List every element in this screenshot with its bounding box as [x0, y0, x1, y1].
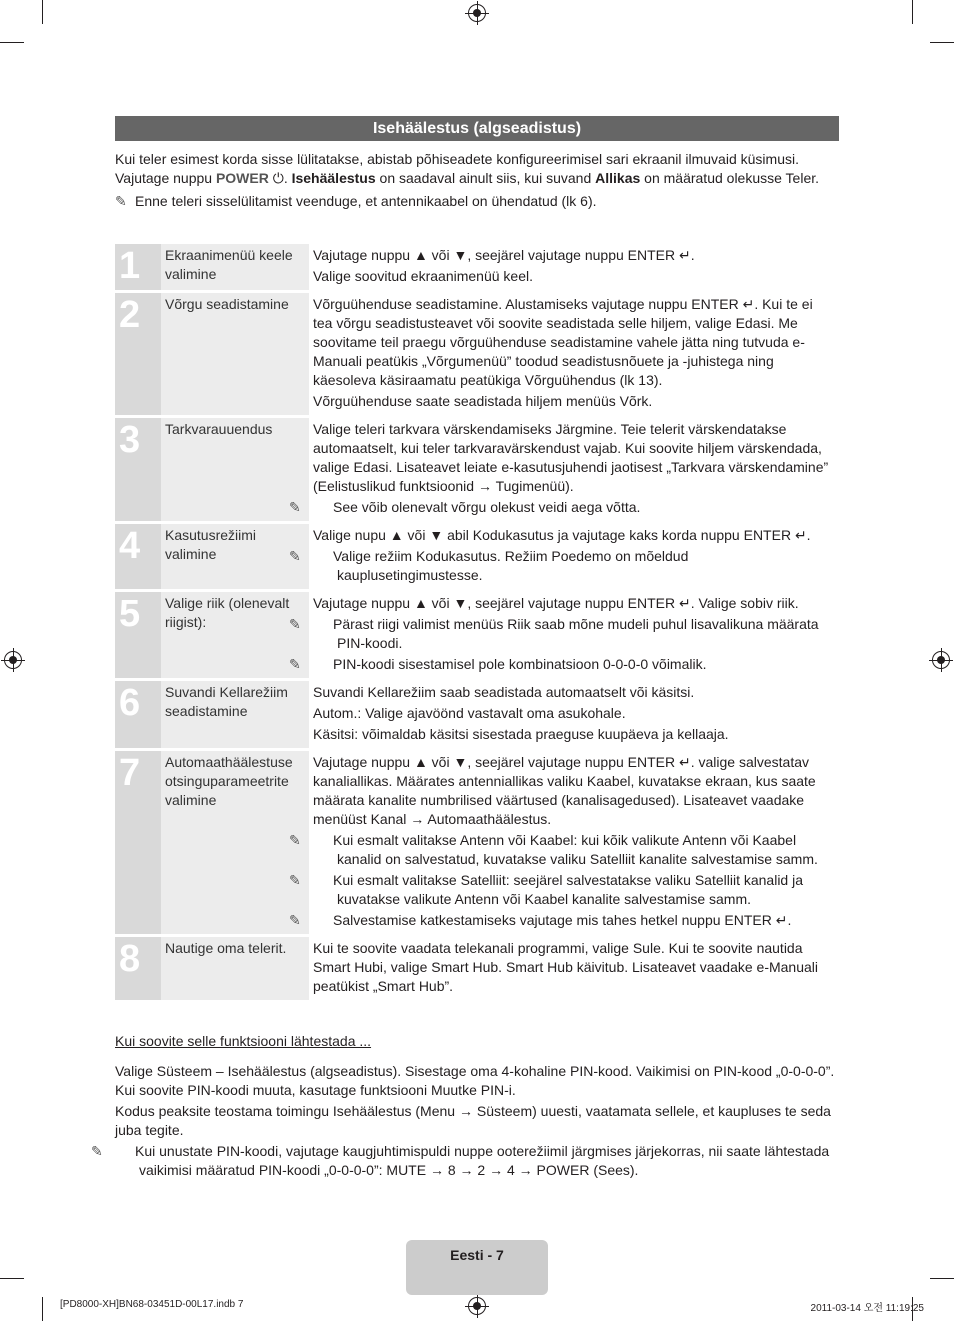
step-text: Valige soovitud ekraanimenüü keel. — [313, 268, 533, 284]
note-icon: ✎ — [289, 616, 301, 632]
step-note — [289, 547, 835, 585]
intro-allikas: Allikas — [595, 170, 641, 186]
step-text: Võrguühenduse seadistamine. Alustamiseks vajutage nuppu ENTER ↵. Kui te ei tea võrgu seadistusteavet või soovite seadistada selle hiljem, valige Edasi. Me soovitame teil praegu võrguühenduse seadistamine vahele jätta ning tutvuda e-Manuali peatükis „Võrgumenüü” toodud seadistusnõuete ja -juhistega ning käesoleva käsiraamatu peatükiga Võrguühendus (lk 13). — [313, 296, 813, 388]
step-text: Valige nupu ▲ või ▼ abil Kodukasutus ja vajutage kaks korda nuppu ENTER ↵. — [313, 527, 811, 543]
note-icon: ✎ — [289, 548, 301, 564]
crop-mark — [912, 0, 913, 24]
footer-timestamp: 2011-03-14 오전 11:19:25 — [810, 1303, 924, 1314]
step-description — [309, 937, 839, 1000]
note-icon: ✎ — [289, 832, 301, 848]
step-note-text: Salvestamise katkestamiseks vajutage mis tahes hetkel nuppu ENTER ↵. — [333, 912, 792, 928]
intro-text: Kui teler esimest korda sisse lülitatakse, abistab põhiseadete konfigureerimisel sari ekraanil ilmuvaid küsimusi. Vajutage nuppu POWER ⏻. Isehäälestus on saadaval ainult siis, kui suvand Allikas on määratud olekusse Teler. ✎ Enne teleri sisselülitamist veenduge, et antennikaabel on ühendatud (lk 6). — [115, 151, 820, 209]
note-icon: ✎ — [289, 872, 301, 888]
reset-heading: Kui soovite selle funktsiooni lähtestada ... — [115, 1033, 372, 1049]
step-note-text: Kui esmalt valitakse Antenn või Kaabel: kui kõik valikute Antenn või Kaabel kanalid on salvestatud, kuvatakse valiku Satelliit kanalite salvestamise samm. — [333, 832, 818, 867]
step-note-text: Pärast riigi valimist menüüs Riik saab mõne mudeli puhul lisavalikuna määrata PIN-koodi. — [333, 616, 819, 651]
note-icon: ✎ — [115, 193, 127, 209]
step-text: Võrguühenduse saate seadistada hiljem menüüs Võrk. — [313, 393, 653, 409]
step-number: 8 — [115, 937, 161, 1000]
step-label: Suvandi Kellarežiim seadistamine — [161, 681, 309, 748]
power-key: POWER — [215, 170, 269, 186]
intro-bold: Isehäälestus — [291, 170, 376, 186]
step-note — [289, 871, 835, 909]
step-note-text: PIN-koodi sisestamisel pole kombinatsioon 0-0-0-0 võimalik. — [333, 656, 707, 672]
step-text: Kui te soovite vaadata telekanali programmi, valige Sule. Kui te soovite nautida Smart Hubi, valige Smart Hub. Smart Hub käivitub. Lisateavet vaadake e-Manuali peatükist „Smart Hub”. — [313, 940, 819, 994]
step-note — [289, 615, 835, 653]
step-label: Nautige oma telerit. — [161, 937, 309, 1000]
step-label: Võrgu seadistamine — [161, 293, 309, 415]
reset-note — [91, 1142, 839, 1180]
reset-section — [91, 1062, 839, 1182]
step-note-text: Valige režiim Kodukasutus. Režiim Poedemo on mõeldud kauplusetingimustesse. — [333, 548, 689, 583]
step-description — [289, 524, 839, 589]
step-note-text: See võib olenevalt võrgu olekust veidi aega võtta. — [333, 499, 641, 515]
step-text: Vajutage nuppu ▲ või ▼, seejärel vajutage nuppu ENTER ↵. — [313, 247, 695, 263]
step-description — [289, 418, 839, 521]
step-row — [115, 293, 839, 415]
note-icon: ✎ — [289, 499, 301, 515]
step-description — [289, 592, 839, 678]
step-row — [115, 244, 839, 290]
step-row — [115, 681, 839, 748]
step-text: Valige teleri tarkvara värskendamiseks Järgmine. Teie telerit värskendatakse automaatselt, kui teler tarkvaravärskendust vajab. Kui soovite hiljem värskendada, valige Edasi. Lisateavet leiate e-kasutusjuhendi jaotisest „Tarkvara värskendamine” (Eelistuslikud funktsioonid → Tugimenüü). — [313, 421, 829, 494]
step-label: Kasutusrežiimi valimine — [161, 524, 309, 589]
step-description — [289, 751, 839, 934]
intro-text-b: . — [283, 170, 292, 186]
crop-mark — [0, 42, 24, 43]
step-row — [115, 937, 839, 1000]
note-icon: ✎ — [289, 656, 301, 672]
step-label: Valige riik (olenevalt riigist): — [161, 592, 309, 678]
crop-mark — [930, 42, 954, 43]
steps-table — [115, 241, 839, 1003]
step-text: Vajutage nuppu ▲ või ▼, seejärel vajutage nuppu ENTER ↵. valige salvestatav kanaliallikas. Määrates antenniallikas valiku Kaabel, kuvatakse ekraan, kus saate määrata kanalite numbrilised väärtused (kanalisagedused). Lisateavet vaadake menüüst Kanal → Automaathäälestus. — [313, 754, 816, 827]
crop-mark — [0, 1278, 24, 1279]
step-text: Suvandi Kellarežiim saab seadistada automaatselt või käsitsi. — [313, 684, 695, 700]
step-number: 6 — [115, 681, 161, 748]
step-row — [115, 418, 839, 521]
reset-note-text: Kui unustate PIN-koodi, vajutage kaugjuhtimispuldi nuppe ooterežiimil järgmises järjekorras, nii saate lähtestada vaikimisi määratud PIN-koodi „0-0-0-0”: MUTE → 8 → 2 → 4 → POWER (Sees). — [135, 1143, 830, 1178]
reset-paragraph: Valige Süsteem – Isehäälestus (algseadistus). Sisestage oma 4-kohaline PIN-kood. Vaikimisi on PIN-kood „0-0-0-0”. Kui soovite PIN-koodi muuta, kasutage funktsiooni Muutke PIN-i. — [115, 1063, 835, 1098]
intro-note: Enne teleri sisselülitamist veenduge, et antennikaabel on ühendatud (lk 6). — [135, 193, 597, 209]
page-number-tab: Eesti - 7 — [406, 1240, 548, 1295]
crop-mark — [930, 1278, 954, 1279]
step-description — [309, 681, 839, 748]
intro-text-c: on saadaval ainult siis, kui suvand — [375, 170, 596, 186]
registration-mark-icon — [4, 651, 22, 669]
step-note-text: Kui esmalt valitakse Satelliit: seejärel salvestatakse valiku Satelliit kanalid ja kuvatakse valikute Antenn või Kaabel kanalite salvestamise samm. — [333, 872, 803, 907]
step-row — [115, 524, 839, 589]
registration-mark-icon — [932, 651, 950, 669]
step-number: 3 — [115, 418, 161, 521]
registration-mark-icon — [468, 4, 486, 22]
step-number: 1 — [115, 244, 161, 290]
footer-file-info: [PD8000-XH]BN68-03451D-00L17.indb 7 — [60, 1299, 244, 1310]
step-number: 7 — [115, 751, 161, 934]
step-text: Vajutage nuppu ▲ või ▼, seejärel vajutage nuppu ENTER ↵. Valige sobiv riik. — [313, 595, 799, 611]
note-icon: ✎ — [91, 1143, 103, 1159]
step-note — [289, 831, 835, 869]
note-icon: ✎ — [289, 912, 301, 928]
step-label: Ekraanimenüü keele valimine — [161, 244, 309, 290]
intro-text-a: Kui teler esimest korda sisse lülitatakse, abistab põhiseadete konfigureerimisel sari ekraanil ilmuvaid küsimusi. Vajutage nuppu — [115, 151, 799, 186]
step-text: Käsitsi: võimaldab käsitsi sisestada praeguse kuupäeva ja kellaaja. — [313, 726, 729, 742]
section-title: Isehäälestus (algseadistus) — [115, 116, 839, 141]
registration-mark-icon — [468, 1297, 486, 1315]
step-note — [289, 911, 835, 930]
step-label: Tarkvarauuendus — [161, 418, 309, 521]
intro-text-d: on määratud olekusse Teler. — [640, 170, 820, 186]
step-row — [115, 592, 839, 678]
reset-paragraph: Kodus peaksite teostama toimingu Isehäälestus (Menu → Süsteem) uuesti, vaatamata sellele, et kaupluses te seda juba tegite. — [115, 1103, 831, 1138]
step-number: 4 — [115, 524, 161, 589]
crop-mark — [42, 0, 43, 24]
step-label: Automaathäälestuse otsinguparameetrite valimine — [161, 751, 309, 934]
step-description — [309, 293, 839, 415]
step-number: 2 — [115, 293, 161, 415]
step-row — [115, 751, 839, 934]
step-number: 5 — [115, 592, 161, 678]
step-text: Autom.: Valige ajavöönd vastavalt oma asukohale. — [313, 705, 626, 721]
step-note — [289, 498, 835, 517]
step-description — [309, 244, 839, 290]
step-note — [289, 655, 835, 674]
crop-mark — [42, 1297, 43, 1321]
